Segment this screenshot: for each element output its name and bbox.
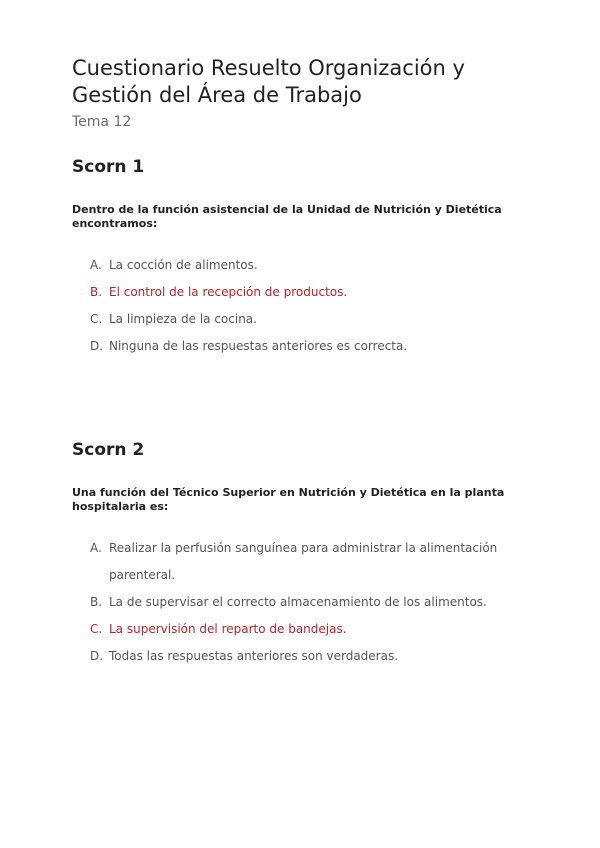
option-letter: B. [90, 285, 103, 299]
answer-option-a [90, 252, 532, 279]
answer-option-b-correct [90, 279, 532, 306]
answer-option-a [90, 535, 532, 589]
option-text: Realizar la perfusión sanguínea para administrar la alimentación parenteral. [109, 541, 498, 582]
option-letter: D. [90, 649, 104, 663]
question-text: Una función del Técnico Superior en Nutrición y Dietética en la planta hospitalaria es: [72, 486, 505, 513]
option-letter: A. [90, 258, 102, 272]
answer-option-c [90, 306, 532, 333]
answer-options [72, 252, 532, 360]
answer-option-b [90, 589, 532, 616]
section-scorn-1 [72, 156, 532, 360]
answer-option-d [90, 643, 532, 670]
page-subtitle: Tema 12 [72, 114, 132, 130]
page-title: Cuestionario Resuelto Organización y Gestión del Área de Trabajo [72, 56, 465, 107]
section-title: Scorn 1 [72, 157, 145, 177]
option-text: La de supervisar el correcto almacenamiento de los alimentos. [109, 595, 487, 609]
option-letter: C. [90, 312, 103, 326]
option-text: La cocción de alimentos. [109, 258, 258, 272]
question-text: Dentro de la función asistencial de la Unidad de Nutrición y Dietética encontramos: [72, 203, 502, 230]
option-letter: A. [90, 541, 102, 555]
option-letter: C. [90, 622, 103, 636]
option-text: Todas las respuestas anteriores son verdaderas. [109, 649, 399, 663]
option-letter: D. [90, 339, 104, 353]
section-title: Scorn 2 [72, 440, 145, 460]
option-letter: B. [90, 595, 103, 609]
option-text: La supervisión del reparto de bandejas. [109, 622, 347, 636]
answer-options [72, 535, 532, 670]
option-text: El control de la recepción de productos. [109, 285, 348, 299]
option-text: La limpieza de la cocina. [109, 312, 257, 326]
section-scorn-2 [72, 439, 532, 670]
answer-option-c-correct [90, 616, 532, 643]
answer-option-d [90, 333, 532, 360]
option-text: Ninguna de las respuestas anteriores es correcta. [109, 339, 408, 353]
